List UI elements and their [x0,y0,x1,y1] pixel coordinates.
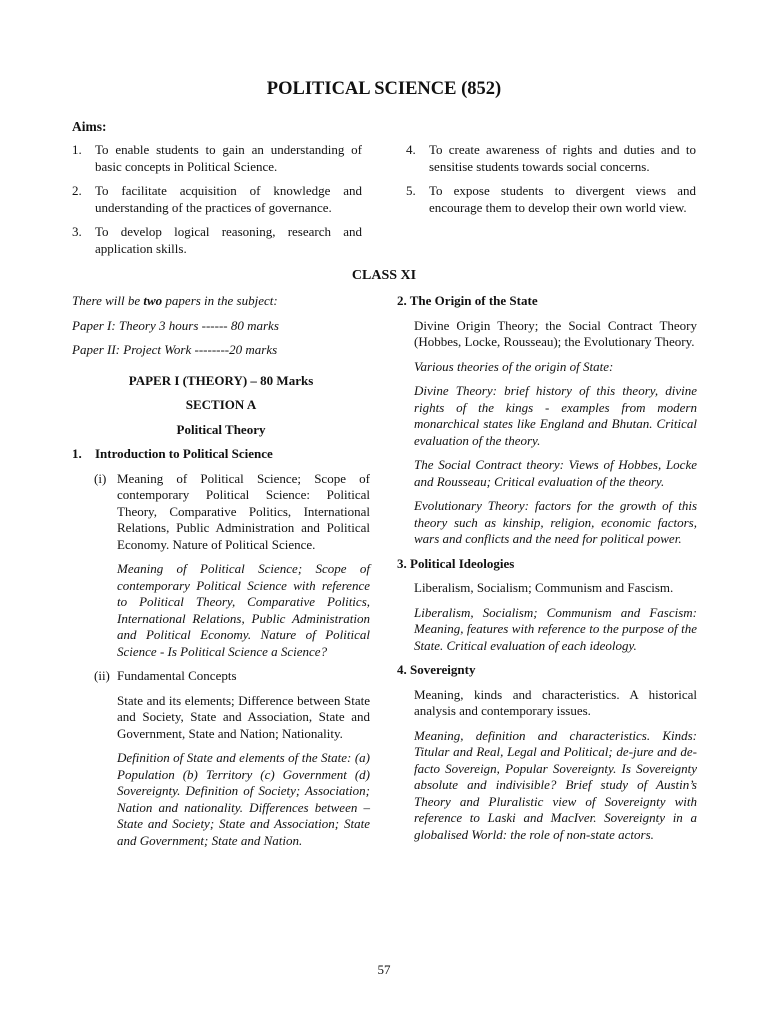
aim-number: 4. [406,142,416,157]
aim-item [406,183,696,216]
papers-intro-post: papers in the subject: [162,293,278,308]
topic-number: 1. [72,446,82,461]
subtopic-number: (ii) [94,668,110,683]
topic-heading: 4. Sovereignty [397,662,476,677]
aim-item [406,142,696,175]
subtopic-item [72,668,370,685]
paper-heading: PAPER I (THEORY) – 80 Marks [128,372,314,388]
section-heading: SECTION A [185,397,257,412]
topic-detail: The Social Contract theory: Views of Hobbes, Locke and Rousseau; Critical evaluation of the theory. [414,457,697,489]
theory-heading: Political Theory [176,421,266,437]
subtopic-title: Fundamental Concepts [117,668,237,683]
topic-detail: Divine Theory: brief history of this theory, divine rights of the kings - examples from modern monarchical states like England and Bhutan. Critical evaluation of the theory. [414,383,697,448]
page-number: 57 [377,962,391,977]
papers-count: two [143,293,163,308]
papers-intro-pre: There will be [72,293,144,308]
topic-heading [72,446,370,463]
subtopic-detail: Meaning of Political Science; Scope of contemporary Political Science with reference to Political Theory, Comparative Politics, International Relations, Public Administration and Political Economy. Nature of Political Science - Is Political Science a Science? [117,561,370,659]
paper1-line: Paper I: Theory 3 hours ------ 80 marks [72,317,279,333]
aim-number: 1. [72,142,82,157]
topic-detail: Meaning, definition and characteristics. Kinds: Titular and Real, Legal and Political; de-jure and de-facto Sovereign, Popular Sovereignty. Is Sovereignty absolute and indivisible? Brief study of Austin’s Theory and Pluralistic view of Sovereignty with reference to Laski and MacIver. Sovereignty in a globalised World: the role of non-state actors. [414,727,697,842]
aims-list-right [406,142,696,224]
papers-intro [72,293,370,310]
aim-item [72,224,362,257]
topic-heading: 3. Political Ideologies [397,555,515,571]
topic-heading: 2. The Origin of the State [397,293,538,308]
aim-text: To create awareness of rights and duties and to sensitise students towards social concerns. [429,142,696,174]
topic-text: Divine Origin Theory; the Social Contract Theory (Hobbes, Locke, Rousseau); the Evolutionary Theory. [414,317,697,349]
aim-text: To develop logical reasoning, research and application skills. [95,224,362,256]
aim-text: To facilitate acquisition of knowledge and understanding of the practices of governance. [95,183,362,215]
topic-text: Meaning, kinds and characteristics. A historical analysis and contemporary issues. [414,686,697,718]
aim-item [72,183,362,216]
page-title: POLITICAL SCIENCE (852) [266,79,502,99]
subtopic-detail: Definition of State and elements of the State: (a) Population (b) Territory (c) Government (d) Sovereignty. Definition of Society; Association; Nation and nationality. Differences between – State and Society; State and Association; State and Government; State and Nation. [117,750,370,848]
subtopic-text: Meaning of Political Science; Scope of contemporary Political Science: Political Theory, Comparative Politics, International Relations, Public Administration and Political Economy. Nature of Political Science. [117,470,370,552]
aim-number: 2. [72,183,82,198]
paper2-line: Paper II: Project Work --------20 marks [72,342,278,357]
aims-list-left [72,142,362,265]
topic-text: Liberalism, Socialism; Communism and Fascism. [414,580,674,595]
aim-text: To expose students to divergent views and encourage them to develop their own world view. [429,183,696,215]
subtopic-text: State and its elements; Difference between State and Society, State and Association, State and Government, State and Nation; Nationality. [117,692,370,741]
aim-item [72,142,362,175]
aim-number: 5. [406,183,416,198]
topic-detail: Various theories of the origin of State: [414,358,614,374]
topic-title: Introduction to Political Science [95,446,273,461]
topic-detail: Liberalism, Socialism; Communism and Fascism: Meaning, features with reference to the purpose of the State. Critical evaluation of each ideology. [414,604,697,653]
aim-number: 3. [72,224,82,239]
left-column [72,293,370,857]
aims-heading: Aims: [72,119,107,134]
subtopic-item [72,471,370,554]
subtopic-number: (i) [94,470,107,486]
topic-detail: Evolutionary Theory: factors for the growth of this theory such as kinship, religion, economic factors, wars and conflicts and the need for political power. [414,498,697,546]
aim-text: To enable students to gain an understanding of basic concepts in Political Science. [95,142,362,174]
class-heading: CLASS XI [351,268,417,283]
right-column [397,293,697,851]
